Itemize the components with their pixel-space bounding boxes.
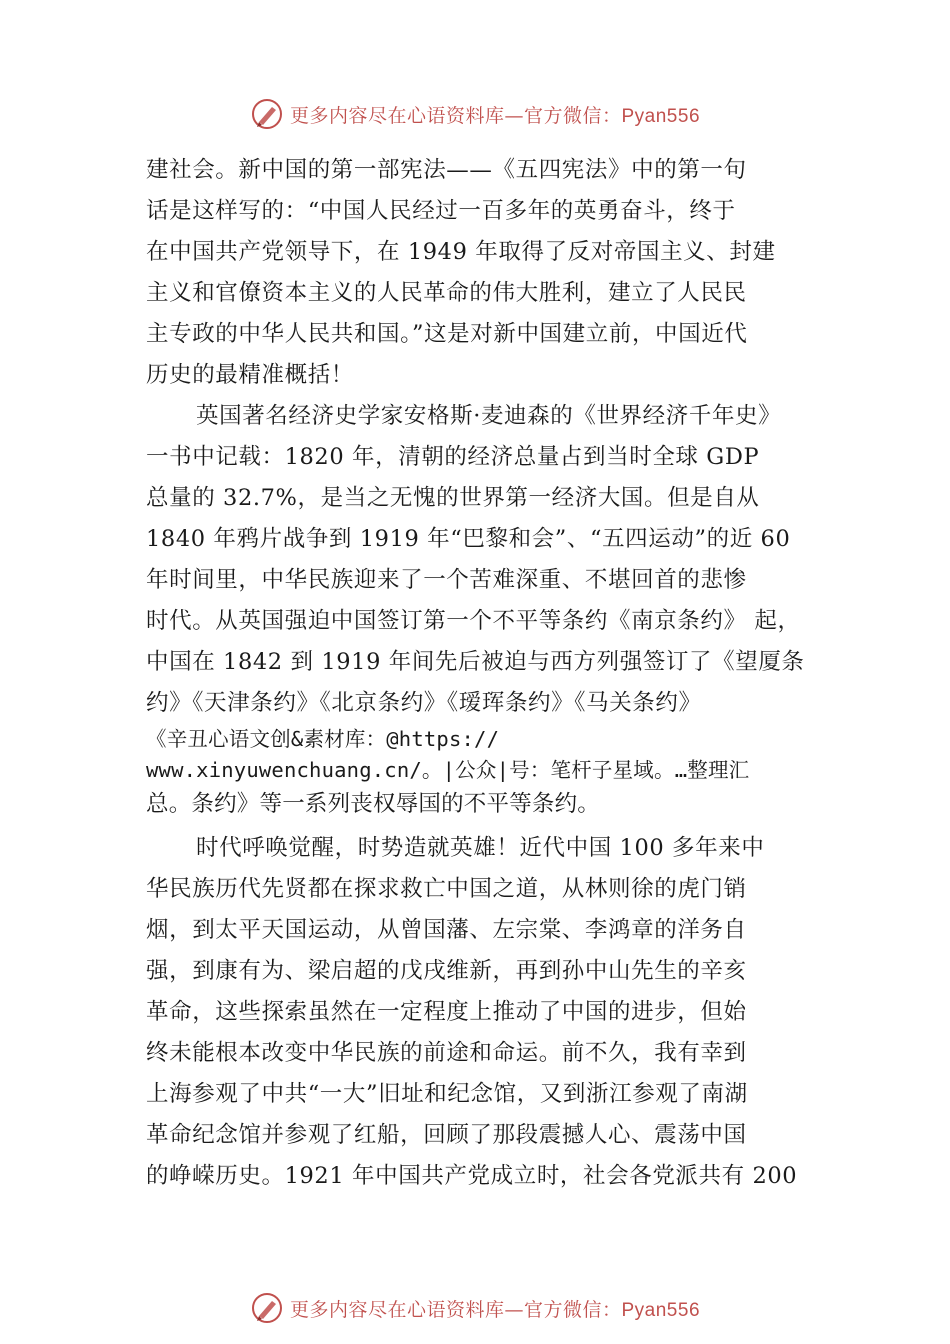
paragraph-2 xyxy=(146,396,836,724)
watermark-line: 《辛丑心语文创&素材库：@https:// xyxy=(146,727,500,751)
text-line: 烟，到太平天国运动，从曾国藩、左宗棠、李鸿章的洋务自 xyxy=(146,917,747,943)
footer-right-text: 官方微信： xyxy=(523,1298,622,1321)
pen-logo-icon xyxy=(250,97,284,131)
watermark-insert xyxy=(146,724,836,822)
text-line: 主义和官僚资本主义的人民革命的伟大胜利，建立了人民民 xyxy=(146,280,747,306)
text-line: 总量的 32.7%，是当之无愧的世界第一经济大国。但是自从 xyxy=(146,485,760,511)
text-line: 华民族历代先贤都在探求救亡中国之道，从林则徐的虎门销 xyxy=(146,876,747,902)
header-banner xyxy=(0,94,950,134)
footer-handle: Pyan556 xyxy=(621,1299,701,1321)
header-handle: Pyan556 xyxy=(621,105,701,127)
header-text xyxy=(290,101,700,128)
text-line: 主专政的中华人民共和国。”这是对新中国建立前，中国近代 xyxy=(146,321,748,347)
text-line: 年时间里，中华民族迎来了一个苦难深重、不堪回首的悲惨 xyxy=(146,567,747,593)
text-line: 时代呼唤觉醒，时势造就英雄！近代中国 100 多年来中 xyxy=(196,835,765,861)
text-line: 的峥嵘历史。1921 年中国共产党成立时，社会各党派共有 200 xyxy=(146,1163,798,1189)
pen-logo-icon xyxy=(250,1291,284,1325)
text-line: 1840 年鸦片战争到 1919 年“巴黎和会”、“五四运动”的近 60 xyxy=(146,526,791,552)
text-line: 时代。从英国强迫中国签订第一个不平等条约《南京条约》 起， xyxy=(146,608,801,634)
header-left-text: 更多内容尽在心语资料库— xyxy=(289,104,524,127)
watermark-line: www.xinyuwenchuang.cn/。|公众|号：笔杆子星域。…整理汇 xyxy=(146,758,750,782)
text-line: 终未能根本改变中华民族的前途和命运。前不久，我有幸到 xyxy=(146,1040,747,1066)
text-line: 历史的最精准概括！ xyxy=(146,362,354,388)
text-line: 约》《天津条约》《北京条约》《瑷珲条约》《马关条约》 xyxy=(146,690,702,716)
header-right-text: 官方微信： xyxy=(523,104,622,127)
text-line: 一书中记载：1820 年，清朝的经济总量占到当时全球 GDP xyxy=(146,444,760,470)
text-line: 上海参观了中共“一大”旧址和纪念馆，又到浙江参观了南湖 xyxy=(146,1081,748,1107)
text-line: 建社会。新中国的第一部宪法——《五四宪法》中的第一句 xyxy=(146,157,747,183)
text-line: 强，到康有为、梁启超的戊戌维新，再到孙中山先生的辛亥 xyxy=(146,958,747,984)
text-line: 革命，这些探索虽然在一定程度上推动了中国的进步，但始 xyxy=(146,999,747,1025)
document-body xyxy=(146,150,836,1197)
text-line: 革命纪念馆并参观了红船，回顾了那段震撼人心、震荡中国 xyxy=(146,1122,747,1148)
text-line: 话是这样写的：“中国人民经过一百多年的英勇奋斗，终于 xyxy=(146,198,736,224)
watermark-line: 总。条约》等一系列丧权辱国的不平等条约。 xyxy=(146,791,601,817)
text-line: 中国在 1842 到 1919 年间先后被迫与西方列强签订了《望厦条 xyxy=(146,649,805,675)
footer-banner xyxy=(0,1288,950,1328)
footer-text xyxy=(290,1295,700,1322)
text-line: 在中国共产党领导下，在 1949 年取得了反对帝国主义、封建 xyxy=(146,239,776,265)
footer-left-text: 更多内容尽在心语资料库— xyxy=(289,1298,524,1321)
paragraph-3 xyxy=(146,828,836,1197)
paragraph-1 xyxy=(146,150,836,396)
text-line: 英国著名经济史学家安格斯·麦迪森的《世界经济千年史》 xyxy=(196,403,782,429)
